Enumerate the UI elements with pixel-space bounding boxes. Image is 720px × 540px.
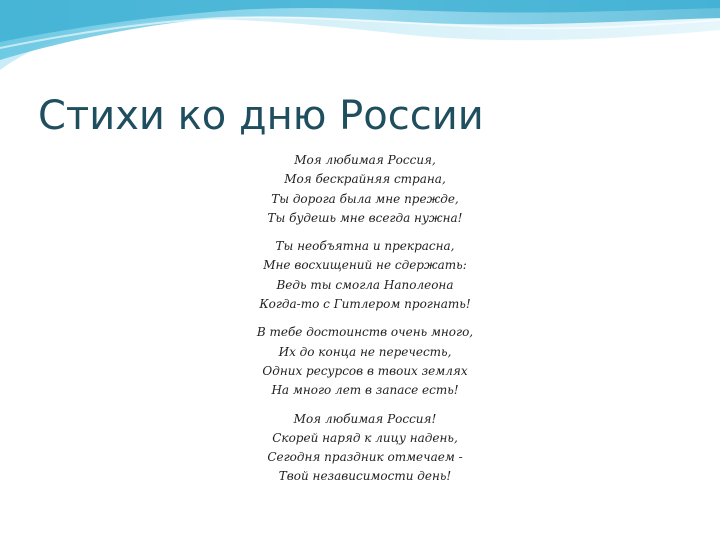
slide-title: Стихи ко дню России [38, 93, 484, 139]
poem-line: Моя любимая Россия, [294, 153, 436, 167]
poem [200, 151, 530, 496]
poem-line: Моя бескрайняя страна, [284, 172, 446, 187]
header-wave-decoration [0, 0, 720, 100]
poem-line: Сегодня праздник отмечаем - [267, 450, 463, 465]
poem-line: Одних ресурсов в твоих землях [262, 363, 468, 378]
poem-stanza [200, 323, 530, 400]
poem-line: Ты дорога была мне прежде, [271, 191, 459, 206]
poem-line: В тебе достоинств очень много, [256, 325, 474, 340]
poem-line: Их до конца не перечесть, [278, 344, 452, 359]
poem-line: Ты будешь мне всегда нужна! [267, 210, 463, 225]
poem-line: Ведь ты смогла Наполеона [276, 277, 454, 292]
poem-stanza [200, 151, 530, 228]
poem-stanza [200, 237, 530, 314]
poem-line: Ты необъятна и прекрасна, [275, 239, 455, 254]
poem-line: Скорей наряд к лицу надень, [272, 430, 458, 445]
poem-line: На много лет в запасе есть! [271, 383, 459, 398]
poem-line: Моя любимая Россия! [293, 411, 437, 426]
poem-stanza [200, 410, 530, 487]
poem-line: Твой независимости день! [278, 469, 452, 484]
poem-line: Мне восхищений не сдержать: [263, 258, 467, 273]
poem-line: Когда-то с Гитлером прогнать! [259, 297, 471, 312]
